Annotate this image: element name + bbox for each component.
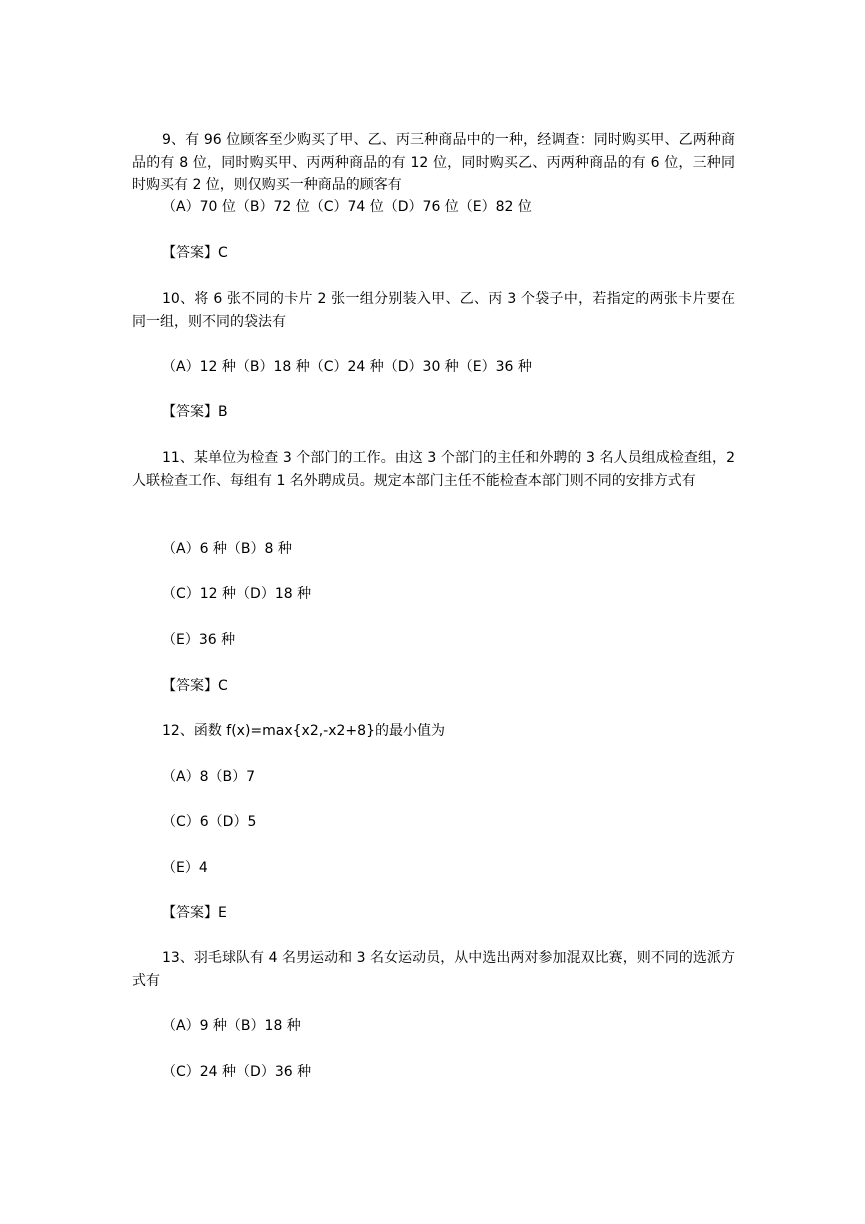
question-13-text: 13、羽毛球队有 4 名男运动和 3 名女运动员，从中选出两对参加混双比赛，则不同的选派方式有	[132, 950, 735, 989]
question-9-text: 9、有 96 位顾客至少购买了甲、乙、丙三种商品中的一种，经调查：同时购买甲、乙两种商品的有 8 位，同时购买甲、丙两种商品的有 12 位，同时购买乙、丙两种商品的有 6 位，三种同时购买有 2 位，则仅购买一种商品的顾客有	[132, 132, 735, 193]
question-9-answer: 【答案】C	[162, 245, 228, 261]
question-10-text: 10、将 6 张不同的卡片 2 张一组分别装入甲、乙、丙 3 个袋子中，若指定的两张卡片要在同一组，则不同的袋法有	[132, 291, 735, 330]
question-9-options: （A）70 位（B）72 位（C）74 位（D）76 位（E）82 位	[162, 199, 532, 215]
question-10-answer: 【答案】B	[162, 404, 228, 420]
question-13-options-cd: （C）24 种（D）36 种	[162, 1064, 312, 1080]
question-12-options-cd: （C）6（D）5	[162, 814, 257, 830]
question-12-text: 12、函数 f(x)=max{x2,-x2+8}的最小值为	[162, 723, 445, 739]
question-10-options: （A）12 种（B）18 种（C）24 种（D）30 种（E）36 种	[162, 359, 532, 375]
question-13-options-ab: （A）9 种（B）18 种	[162, 1018, 301, 1034]
question-12-answer: 【答案】E	[162, 905, 227, 921]
question-11-text: 11、某单位为检查 3 个部门的工作。由这 3 个部门的主任和外聘的 3 名人员组成检查组，2 人联检查工作、每组有 1 名外聘成员。规定本部门主任不能检查本部门则不同的安排方式有	[132, 450, 735, 489]
question-11-options-ab: （A）6 种（B）8 种	[162, 541, 292, 557]
question-11-options-cd: （C）12 种（D）18 种	[162, 586, 312, 602]
question-11-answer: 【答案】C	[162, 678, 228, 694]
question-11-options-e: （E）36 种	[162, 632, 236, 648]
question-12-options-ab: （A）8（B）7	[162, 769, 255, 785]
question-12-options-e: （E）4	[162, 860, 208, 876]
